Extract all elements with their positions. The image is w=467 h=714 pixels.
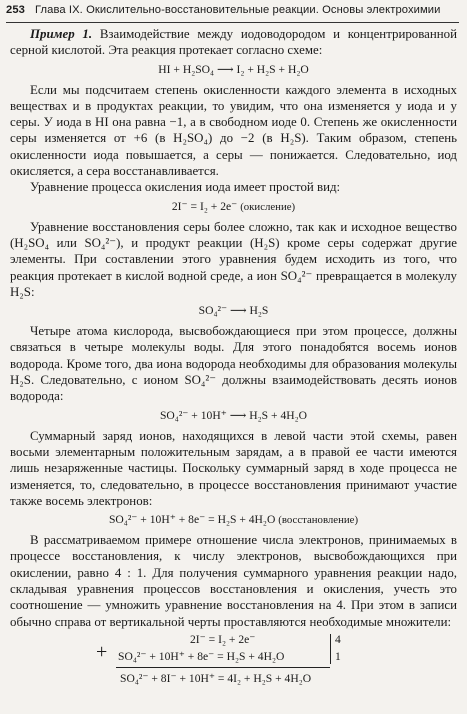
equation-oxidation-formula: 2I⁻ = I₂ + 2e⁻ [171, 199, 238, 213]
running-header [6, 4, 459, 23]
summation-plus-sign: + [96, 640, 108, 663]
equation-with-hydrogen: SO₄²⁻ + 10H⁺ ⟶ H₂S + 4H₂O [159, 408, 308, 422]
multiplier-oxidation: 4 [335, 632, 341, 646]
page-number: 253 [6, 4, 25, 16]
equation-sulfate-to-h2s: SO₄²⁻ ⟶ H₂S [198, 304, 269, 318]
summation-block [10, 632, 457, 694]
example-label: Пример 1. [30, 27, 93, 41]
equation-oxidation-note: (окисление) [240, 200, 296, 213]
multiplier-reduction: 1 [335, 649, 341, 663]
paragraph-reduction: Уравнение восстановления серы более сложно, так как и исходное вещество (H₂SO₄ или SO₄²⁻), и продукт реакции (H₂S) кроме серы содержат другие элементы. При составлении этого уравнения будем исходить из того, что реакция протекает в кислой водной среде, а ион SO₄²⁻ превращается в молекулу H₂S: [10, 219, 457, 299]
example-intro: Взаимодействие между иодоводородом и концентрированной серной кислотой. Эта реакция протекает согласно схеме: [10, 27, 458, 58]
paragraph-ratio: В рассматриваемом примере отношение числа электронов, принимаемых в процессе восстановления, к числу электронов, высвобождающихся при окислении, равно 4 : 1. Для получения суммарного уравнения реакции надо, складывая уравнения процессов восстановления и окисления, учесть это соотношение — умножить уравнение восстановления на 4. При этом в записи обычно справа от вертикальной черты проставляются необходимые множители: [10, 533, 457, 629]
paragraph-oxygen: Четыре атома кислорода, высвобождающиеся при этом процессе, должны связаться в четыре молекулы воды. Для этого понадобятся восемь ионов водорода. Кроме того, два иона водорода необходимы для образования молекулы H₂S. Следовательно, с ионом SO₄²⁻ должны взаимодействовать десять ионов водорода: [10, 324, 457, 404]
paragraph-oxidation-intro: Уравнение процесса окисления иода имеет простой вид: [30, 180, 341, 195]
multiplier-bar [330, 634, 331, 664]
paragraph-oxidation-states: Если мы подсчитаем степень окисленности каждого элемента в исходных веществах и в продуктах реакции, то увидим, что она изменяется у иода и у серы. У иода в HI она равна −1, а в свободном иоде 0. Степень же окисленности серы изменяется от +6 (в H₂SO₄) до −2 (в H₂S). Таким образом, степень окисленности иода повышается, а серы — понижается. Следовательно, иод окисляется, а сера восстанавливается. [10, 82, 457, 179]
paragraph-charge: Суммарный заряд ионов, находящихся в левой части этой схемы, равен восьми элементарным положительным зарядам, а в правой ее части имеются лишь незаряженные частицы. Поскольку суммарный заряд в ходе процесса не изменяется, то, следовательно, в процессе восстановления принимают участие также восемь электронов: [10, 428, 457, 508]
summation-result: SO₄²⁻ + 8I⁻ + 10H⁺ = 4I₂ + H₂S + 4H₂O [120, 671, 312, 685]
equation-reduction [10, 511, 457, 529]
equation-reduction-note: (восстановление) [278, 514, 359, 527]
running-title: Глава IX. Окислительно-восстановительные реакции. Основы электрохимии [34, 4, 441, 16]
page-body [10, 26, 457, 694]
example-paragraph [10, 26, 457, 59]
summation-rule [116, 667, 330, 668]
equation-reaction-scheme: HI + H₂SO₄ ⟶ I₂ + H₂S + H₂O [158, 62, 309, 76]
summation-line-oxidation: 2I⁻ = I₂ + 2e⁻ [190, 632, 256, 646]
summation-line-reduction: SO₄²⁻ + 10H⁺ + 8e⁻ = H₂S + 4H₂O [118, 649, 285, 663]
equation-oxidation [10, 198, 457, 216]
equation-reduction-formula: SO₄²⁻ + 10H⁺ + 8e⁻ = H₂S + 4H₂O [108, 513, 276, 527]
